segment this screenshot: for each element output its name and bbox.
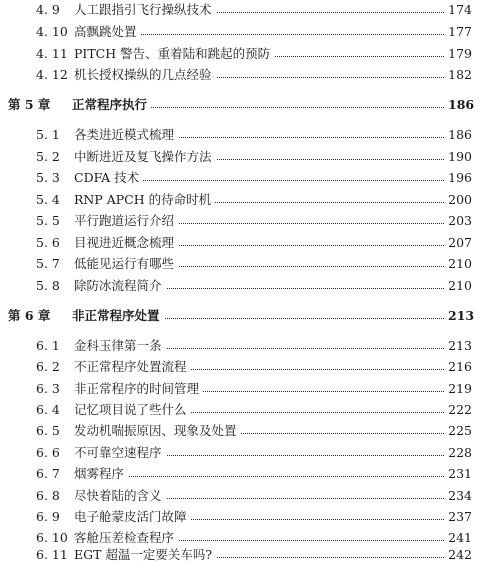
section-number: 5. 6 [36,235,60,250]
section-title: 尽快着陆的含义 [74,487,166,505]
chapter-number: 第 6 章 [8,308,51,323]
section-title: 非正常程序的时间管理 [74,380,203,398]
toc-entry[interactable] [0,358,480,376]
section-number: 4. 11 [36,46,68,61]
section-title: 各类进近模式梳理 [74,126,178,144]
page-number: 186 [444,126,472,144]
section-title: 高飘跳处置 [74,23,141,41]
page-number: 190 [444,148,472,166]
toc-entry[interactable] [0,255,480,273]
section-title: 平行跑道运行介绍 [74,212,178,230]
toc-entry[interactable] [0,546,480,564]
page-number: 228 [444,444,472,462]
section-title: 除防冰流程简介 [74,277,166,295]
section-title: 记忆项目说了些什么 [74,401,191,419]
toc-entry[interactable] [0,1,480,19]
section-number: 6. 3 [36,381,60,396]
toc-entry[interactable] [0,45,480,63]
section-number: 5. 5 [36,213,60,228]
section-title: PITCH 警告、重着陆和跳起的预防 [74,45,274,63]
toc-entry[interactable] [0,401,480,419]
section-number: 6. 11 [36,547,68,562]
page-number: 219 [444,380,472,398]
page-number: 186 [444,96,472,114]
page-number: 234 [444,487,472,505]
section-number: 6. 9 [36,509,60,524]
section-number: 6. 10 [36,530,68,545]
page-number: 200 [444,191,472,209]
section-title: 发动机喘振原因、现象及处置 [74,422,241,440]
page-number: 210 [444,255,472,273]
section-number: 5. 4 [36,192,60,207]
page-number: 174 [444,1,472,19]
chapter-title: 非正常程序处置 [72,307,164,325]
toc-entry[interactable] [0,234,480,252]
section-number: 4. 12 [36,67,68,82]
section-title: 金科玉律第一条 [74,337,166,355]
toc-entry[interactable] [0,148,480,166]
section-number: 6. 2 [36,359,60,374]
page-number: 231 [444,465,472,483]
section-title: 客舱压差检查程序 [74,529,178,547]
page-number: 179 [444,45,472,63]
toc-entry[interactable] [0,487,480,505]
section-title: 烟雾程序 [74,465,128,483]
section-number: 6. 7 [36,466,60,481]
section-number: 5. 3 [36,170,60,185]
toc-entry[interactable] [0,422,480,440]
page-number: 196 [444,169,472,187]
page-number: 210 [444,277,472,295]
toc-entry[interactable] [0,529,480,547]
toc-entry[interactable] [0,444,480,462]
section-number: 5. 1 [36,127,60,142]
toc-entry[interactable] [0,66,480,84]
toc-entry[interactable] [0,508,480,526]
section-title: 不可靠空速程序 [74,444,166,462]
toc-entry[interactable] [0,212,480,230]
section-number: 6. 1 [36,338,60,353]
section-title: 低能见运行有哪些 [74,255,178,273]
page-number: 225 [444,422,472,440]
dot-leader [74,476,444,477]
section-title: RNP APCH 的待命时机 [74,191,215,209]
section-number: 6. 5 [36,423,60,438]
section-title: 中断进近及复飞操作方法 [74,148,216,166]
section-number: 6. 6 [36,445,60,460]
toc-entry[interactable] [0,465,480,483]
section-number: 6. 4 [36,402,60,417]
page-number: 237 [444,508,472,526]
section-number: 4. 10 [36,24,68,39]
section-title: CDFA 技术 [74,169,143,187]
section-title: 电子舱蒙皮活门故障 [74,508,191,526]
toc-entry[interactable] [0,23,480,41]
page-number: 177 [444,23,472,41]
page-number: 182 [444,66,472,84]
toc-entry[interactable] [0,191,480,209]
page-number: 207 [444,234,472,252]
toc-entry[interactable] [0,169,480,187]
section-number: 4. 9 [36,2,60,17]
page-number: 213 [444,337,472,355]
section-number: 5. 7 [36,256,60,271]
page-number: 241 [444,529,472,547]
section-number: 5. 2 [36,149,60,164]
section-title: 人工跟指引飞行操纵技术 [74,1,216,19]
section-number: 6. 8 [36,488,60,503]
chapter-title: 正常程序执行 [72,96,151,114]
section-title: 机长授权操纵的几点经验 [74,66,216,84]
toc-chapter[interactable] [0,307,480,325]
toc-entry[interactable] [0,380,480,398]
page-number: 222 [444,401,472,419]
toc-entry[interactable] [0,126,480,144]
toc-chapter[interactable] [0,96,480,114]
section-number: 5. 8 [36,278,60,293]
page-number: 213 [444,307,472,325]
page-number: 203 [444,212,472,230]
section-title: 目视进近概念梳理 [74,234,178,252]
page-number: 242 [444,546,472,564]
chapter-number: 第 5 章 [8,97,51,112]
page-number: 216 [444,358,472,376]
toc-entry[interactable] [0,337,480,355]
section-title: 不正常程序处置流程 [74,358,191,376]
toc-entry[interactable] [0,277,480,295]
section-title: EGT 超温一定要关车吗? [74,546,216,564]
